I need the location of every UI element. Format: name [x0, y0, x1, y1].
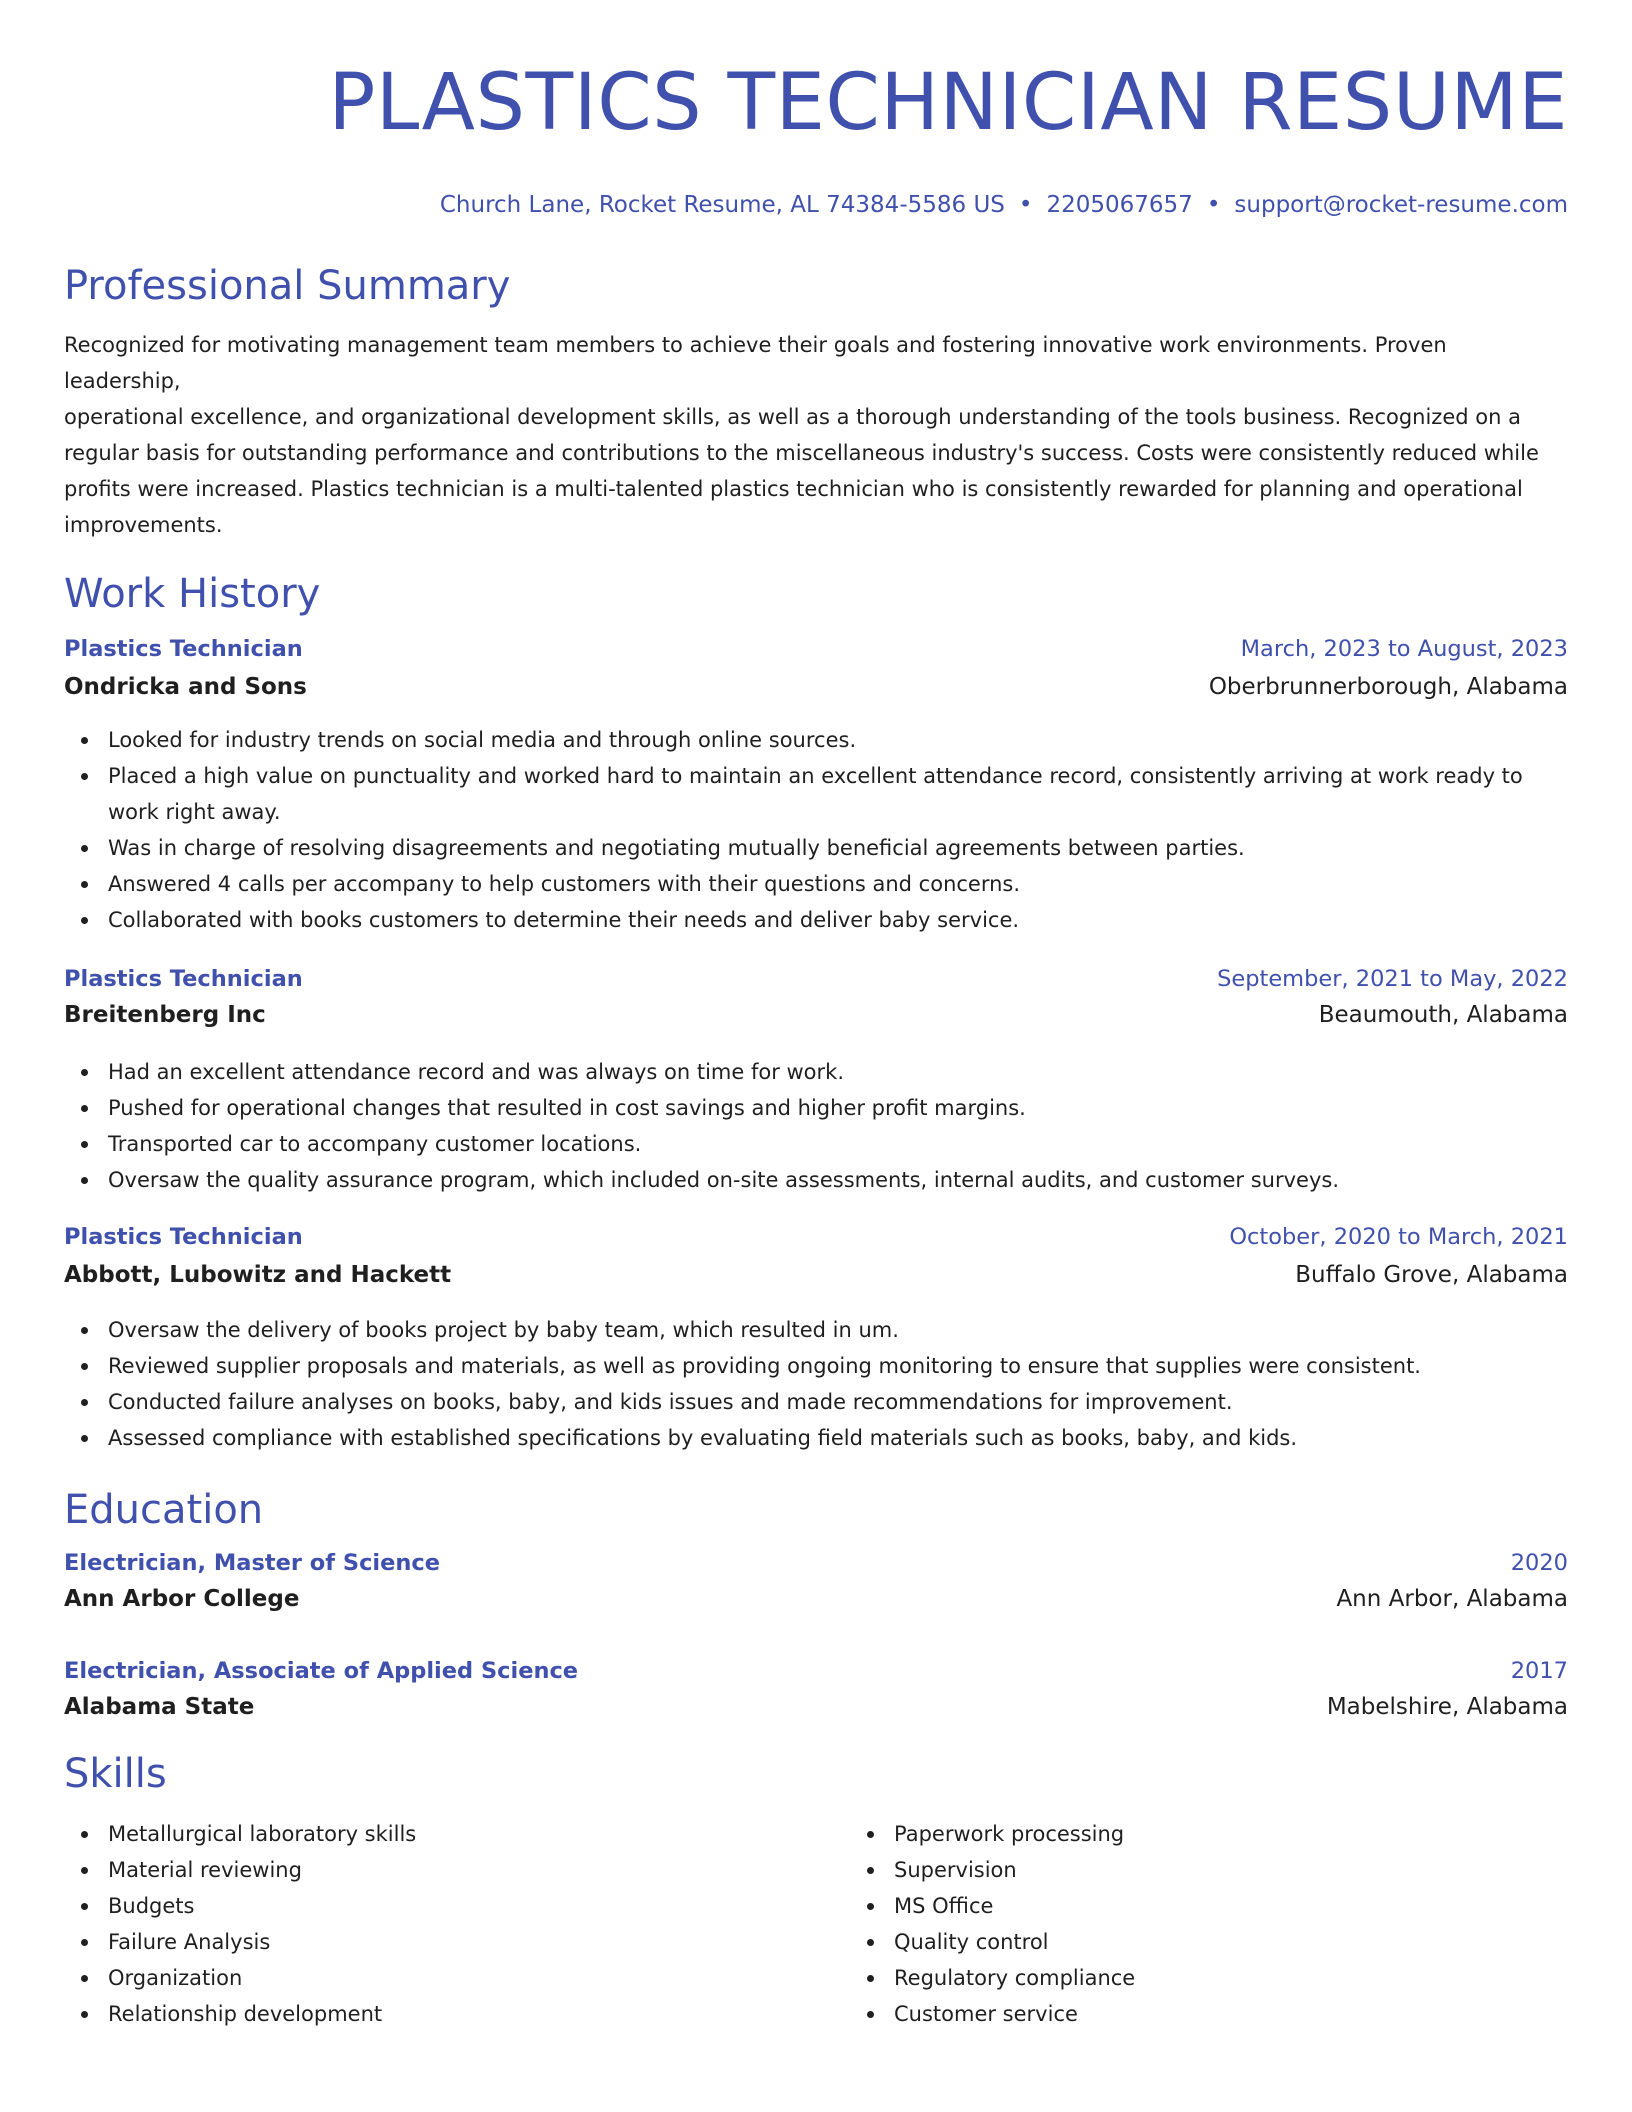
list-item: Reviewed supplier proposals and materials, as well as providing ongoing monitoring to ensure that supplies were consistent. — [108, 1348, 1568, 1384]
job-location: Oberbrunnerborough, Alabama — [1208, 674, 1568, 700]
job-title: Plastics Technician — [64, 636, 303, 662]
contact-address: Church Lane, Rocket Resume, AL 74384-5586 US — [439, 192, 1005, 218]
skill-item: Failure Analysis — [108, 1924, 850, 1960]
job-title: Plastics Technician — [64, 966, 303, 992]
skill-item: Material reviewing — [108, 1852, 850, 1888]
work-history-section — [64, 570, 1568, 1456]
graduation-year: 2017 — [1510, 1658, 1568, 1684]
job-subheader — [64, 1002, 1568, 1040]
degree-name: Electrician, Master of Science — [64, 1550, 440, 1576]
skill-item: Relationship development — [108, 1996, 850, 2032]
education-subheader — [64, 1586, 1568, 1624]
job-entry — [64, 636, 1568, 938]
skill-item: Metallurgical laboratory skills — [108, 1816, 850, 1852]
summary-line: improvements. — [64, 513, 223, 537]
contact-phone: 2205067657 — [1046, 192, 1193, 218]
summary-text — [64, 327, 1568, 543]
job-bullets — [64, 722, 1568, 938]
job-dates: October, 2020 to March, 2021 — [1229, 1224, 1568, 1250]
resume-title: PLASTICS TECHNICIAN RESUME — [328, 58, 1568, 148]
job-subheader — [64, 674, 1568, 712]
job-location: Buffalo Grove, Alabama — [1295, 1262, 1568, 1288]
skill-item: Budgets — [108, 1888, 850, 1924]
list-item: Conducted failure analyses on books, baby, and kids issues and made recommendations for improvement. — [108, 1384, 1568, 1420]
list-item: Transported car to accompany customer locations. — [108, 1126, 1568, 1162]
list-item: Oversaw the delivery of books project by baby team, which resulted in um. — [108, 1312, 1568, 1348]
contact-line — [64, 190, 1568, 220]
contact-separator: • — [1206, 192, 1221, 218]
skill-item: Paperwork processing — [894, 1816, 1632, 1852]
list-item: Oversaw the quality assurance program, which included on-site assessments, internal audits, and customer surveys. — [108, 1162, 1568, 1198]
job-title: Plastics Technician — [64, 1224, 303, 1250]
skill-item: Organization — [108, 1960, 850, 1996]
job-entry — [64, 966, 1568, 1198]
list-item: Had an excellent attendance record and was always on time for work. — [108, 1054, 1568, 1090]
list-item: Placed a high value on punctuality and worked hard to maintain an excellent attendance record, consistently arriving at work ready to work right away. — [108, 758, 1568, 830]
summary-line: profits were increased. Plastics technician is a multi-talented plastics technician who is consistently rewarded for planning and operational — [64, 477, 1523, 501]
school-name: Alabama State — [64, 1694, 255, 1720]
job-dates: March, 2023 to August, 2023 — [1240, 636, 1568, 662]
job-dates: September, 2021 to May, 2022 — [1217, 966, 1568, 992]
summary-section — [64, 262, 1568, 543]
list-item: Answered 4 calls per accompany to help customers with their questions and concerns. — [108, 866, 1568, 902]
job-entry — [64, 1224, 1568, 1456]
skills-columns — [64, 1816, 1568, 2032]
job-header — [64, 636, 1568, 670]
contact-separator: • — [1018, 192, 1033, 218]
graduation-year: 2020 — [1510, 1550, 1568, 1576]
list-item: Looked for industry trends on social media and through online sources. — [108, 722, 1568, 758]
education-section — [64, 1486, 1568, 1732]
job-bullets — [64, 1312, 1568, 1456]
education-header — [64, 1550, 1568, 1584]
education-header — [64, 1658, 1568, 1692]
job-bullets — [64, 1054, 1568, 1198]
education-entry — [64, 1550, 1568, 1624]
skill-item: Quality control — [894, 1924, 1632, 1960]
skills-section — [64, 1750, 1568, 2032]
list-item: Collaborated with books customers to determine their needs and deliver baby service. — [108, 902, 1568, 938]
skills-list-right — [850, 1816, 1632, 2032]
job-header — [64, 1224, 1568, 1258]
job-subheader — [64, 1262, 1568, 1300]
list-item: Was in charge of resolving disagreements and negotiating mutually beneficial agreements between parties. — [108, 830, 1568, 866]
company-name: Abbott, Lubowitz and Hackett — [64, 1262, 452, 1288]
summary-line: regular basis for outstanding performance and contributions to the miscellaneous industry's success. Costs were consistently reduced while — [64, 441, 1539, 465]
skill-item: Customer service — [894, 1996, 1632, 2032]
school-location: Mabelshire, Alabama — [1326, 1694, 1568, 1720]
job-location: Beaumouth, Alabama — [1318, 1002, 1568, 1028]
job-header — [64, 966, 1568, 1000]
skills-list-left — [64, 1816, 850, 2032]
skill-item: Supervision — [894, 1852, 1632, 1888]
section-heading: Education — [64, 1487, 264, 1533]
education-subheader — [64, 1694, 1568, 1732]
company-name: Breitenberg Inc — [64, 1002, 266, 1028]
company-name: Ondricka and Sons — [64, 674, 307, 700]
contact-email[interactable]: support@rocket-resume.com — [1234, 192, 1568, 218]
education-entry — [64, 1658, 1568, 1732]
skill-item: MS Office — [894, 1888, 1632, 1924]
summary-line: operational excellence, and organizational development skills, as well as a thorough understanding of the tools business. Recognized on a — [64, 405, 1521, 429]
list-item: Assessed compliance with established specifications by evaluating field materials such as books, baby, and kids. — [108, 1420, 1568, 1456]
section-heading: Work History — [64, 571, 321, 617]
school-name: Ann Arbor College — [64, 1586, 300, 1612]
section-heading: Professional Summary — [64, 263, 511, 309]
section-heading: Skills — [64, 1751, 167, 1797]
degree-name: Electrician, Associate of Applied Science — [64, 1658, 579, 1684]
summary-line: Recognized for motivating management team members to achieve their goals and fostering innovative work environments. Proven leadership, — [64, 333, 1447, 393]
list-item: Pushed for operational changes that resulted in cost savings and higher profit margins. — [108, 1090, 1568, 1126]
skill-item: Regulatory compliance — [894, 1960, 1632, 1996]
school-location: Ann Arbor, Alabama — [1336, 1586, 1568, 1612]
